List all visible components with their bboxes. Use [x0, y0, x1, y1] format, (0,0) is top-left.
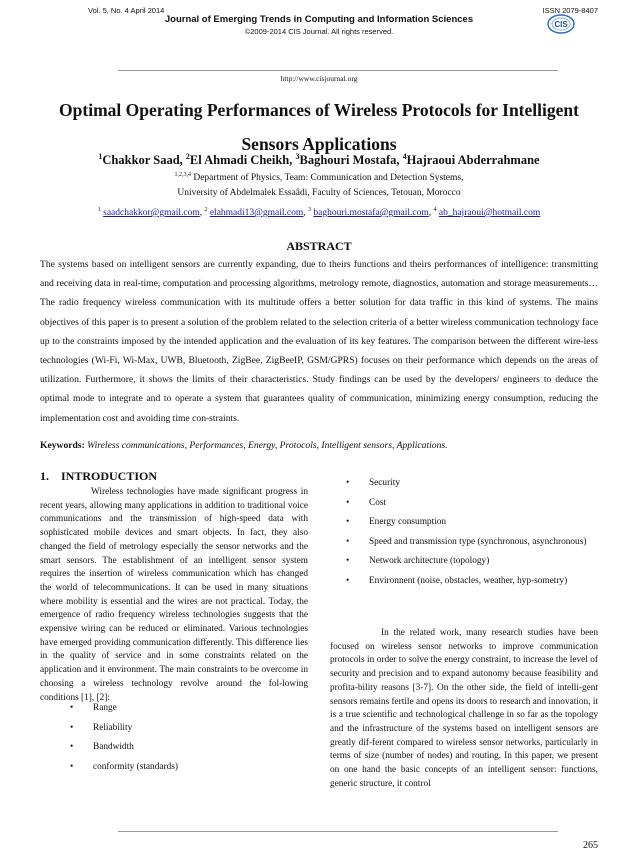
affiliation-department	[0, 172, 638, 183]
constraints-list-right	[338, 474, 598, 591]
author-name: El Ahmadi Cheikh,	[189, 153, 293, 168]
keywords-label: Keywords:	[40, 440, 85, 451]
header-divider	[118, 70, 558, 71]
footer-divider	[118, 831, 558, 832]
affiliation-sup: 1,2,3,4	[174, 172, 191, 178]
email-link[interactable]: elahmadi13@gmail.com	[209, 208, 304, 219]
introduction-paragraph: Wireless technologies have made significant progress in recent years, allowing many applications in addition to traditional voice communications and the transmission of high-speed data with sophisticated mobile devices and smart objects. In fact, they also changed the field of metrology especially the sensor networks and the smart sensors. The establishment of an intelligent sensor system requires the insertion of wireless communication which has changed the world of telecommunications. It can be used in many situations where mobility is essential and the wires are not practical. Today, the emergence of radio frequency wireless technologies suggests that the expensive wiring can be reduced or eliminated. Various technologies have emerged providing communication differently. This difference lies in the quality of service and in some constraints related on the application and it environment. The main constraints to be overcome in choosing a wireless technology revolve around the fol-lowing conditions [1], [2]:	[40, 487, 308, 703]
section-title: INTRODUCTION	[61, 469, 158, 483]
list-item: • Environnent (noise, obstacles, weather, hyp-sometry)	[338, 572, 598, 592]
list-item: • Network architecture (topology)	[338, 552, 598, 572]
copyright-notice: ©2009-2014 CIS Journal. All rights reserved.	[244, 27, 394, 36]
page-number: 265	[583, 840, 598, 851]
email-link[interactable]: ab_hajraoui@hotmail.com	[438, 208, 541, 219]
author-list	[0, 152, 638, 168]
list-item: • Bandwidth	[62, 738, 306, 758]
related-work-paragraph: In the related work, many research studies have been focused on wireless sensor networks to improve communication protocols in order to solve the energy constraint, to increase the level of security and precision and to expand autonomy because feasibility and profita-bility reasons [3-7]. On the other side, the field of intelli-gent sensors remains fertile and opens its doors to research and innovation, it is a true scientific and technological challenge in so far as the topology and the infrastructure of the systems based on intelligent sensors are greatly dif-ferent compared to wireless sensor networks, particularly in terms of size (number of nodes) and routing. In this paper, we present on one hand the basic concepts of an intelligent sensor: functions, generic structure, it control	[330, 628, 598, 789]
author-sup: 4	[402, 152, 407, 161]
journal-volume: Vol. 5, No. 4 April 2014	[88, 6, 165, 15]
constraints-list-left	[62, 699, 306, 777]
author-sup: 3	[295, 152, 300, 161]
journal-url[interactable]: http://www.cisjournal.org	[280, 74, 358, 83]
email-sup: 4	[433, 207, 437, 213]
cis-logo-text: CIS	[554, 20, 568, 29]
list-item: • Energy consumption	[338, 513, 598, 533]
abstract-body: The systems based on intelligent sensors are currently expanding, due to theirs functions and theirs performances of intelligence: transmitting and receiving data in real-time, computation and processing algorithms, metrology remote, diagnostics, automation and storage measurements…The radio frequency wireless communication with its multitude offers a better solution for data traffic in this kind of systems. The mains objectives of this paper is to present a solution of the problem related to the selection criteria of a better wireless communication technology face up to the constraints imposed by the intended application and the evaluation of its key features. The comparison between the different wire-less technologies (Wi-Fi, Wi-Max, UWB, Bluetooth, ZigBee, ZigBeeIP, GSM/GPRS) focuses on their performance which depends on the areas of utilization. Furthermore, it shows the limits of their characteristics. Study findings can be used by the developers/ engineers to deduce the optimal mode to integrate and to operate a system that guarantees quality of communication, minimizing energy consumption, reducing the implementation cost and avoiding time con-straints.	[40, 259, 598, 424]
email-sup: 2	[204, 207, 208, 213]
section-heading-introduction	[40, 469, 157, 484]
email-sup: 3	[308, 207, 312, 213]
email-sup: 1	[97, 207, 101, 213]
author-name: Chakkor Saad,	[102, 153, 183, 168]
paper-title: Optimal Operating Performances of Wireless Protocols for Intelligent Sensors Applications	[59, 100, 579, 154]
author-sup: 1	[98, 152, 103, 161]
keywords	[40, 440, 598, 451]
journal-issn: ISSN 2079-8407	[542, 6, 598, 15]
journal-title: Journal of Emerging Trends in Computing and Information Sciences	[164, 14, 474, 25]
affiliation-line: Department of Physics, Team: Communication and Detection Systems,	[193, 173, 464, 184]
abstract-heading: ABSTRACT	[286, 239, 352, 253]
affiliation-university: University of Abdelmalek Essaâdi, Faculty of Sciences, Tetouan, Morocco	[177, 188, 461, 198]
list-item: • Cost	[338, 494, 598, 514]
email-link[interactable]: baghouri.mostafa@gmail.com	[313, 208, 429, 219]
email-link[interactable]: saadchakkor@gmail.com	[103, 208, 200, 219]
author-name: Baghouri Mostafa,	[299, 153, 400, 168]
list-item: • conformity (standards)	[62, 758, 306, 778]
author-name: Hajraoui Abderrahmane	[406, 153, 540, 168]
list-item: • Security	[338, 474, 598, 494]
cis-logo-icon	[546, 11, 576, 39]
section-number: 1.	[40, 469, 49, 483]
list-item: • Reliability	[62, 719, 306, 739]
list-item: • Range	[62, 699, 306, 719]
author-sup: 2	[185, 152, 190, 161]
list-item: • Speed and transmission type (synchronous, asynchronous)	[338, 533, 598, 553]
author-emails: $^1$ saadchakkor@gmail.com, $^2$ elahmadi13@gmail.com, $^3$ baghouri.mostafa@gmail.com, $^4$ ab_hajraoui@hotmail.com	[97, 207, 541, 219]
keywords-list: Wireless communications, Performances, Energy, Protocols, Intelligent sensors, Applications.	[87, 440, 448, 451]
